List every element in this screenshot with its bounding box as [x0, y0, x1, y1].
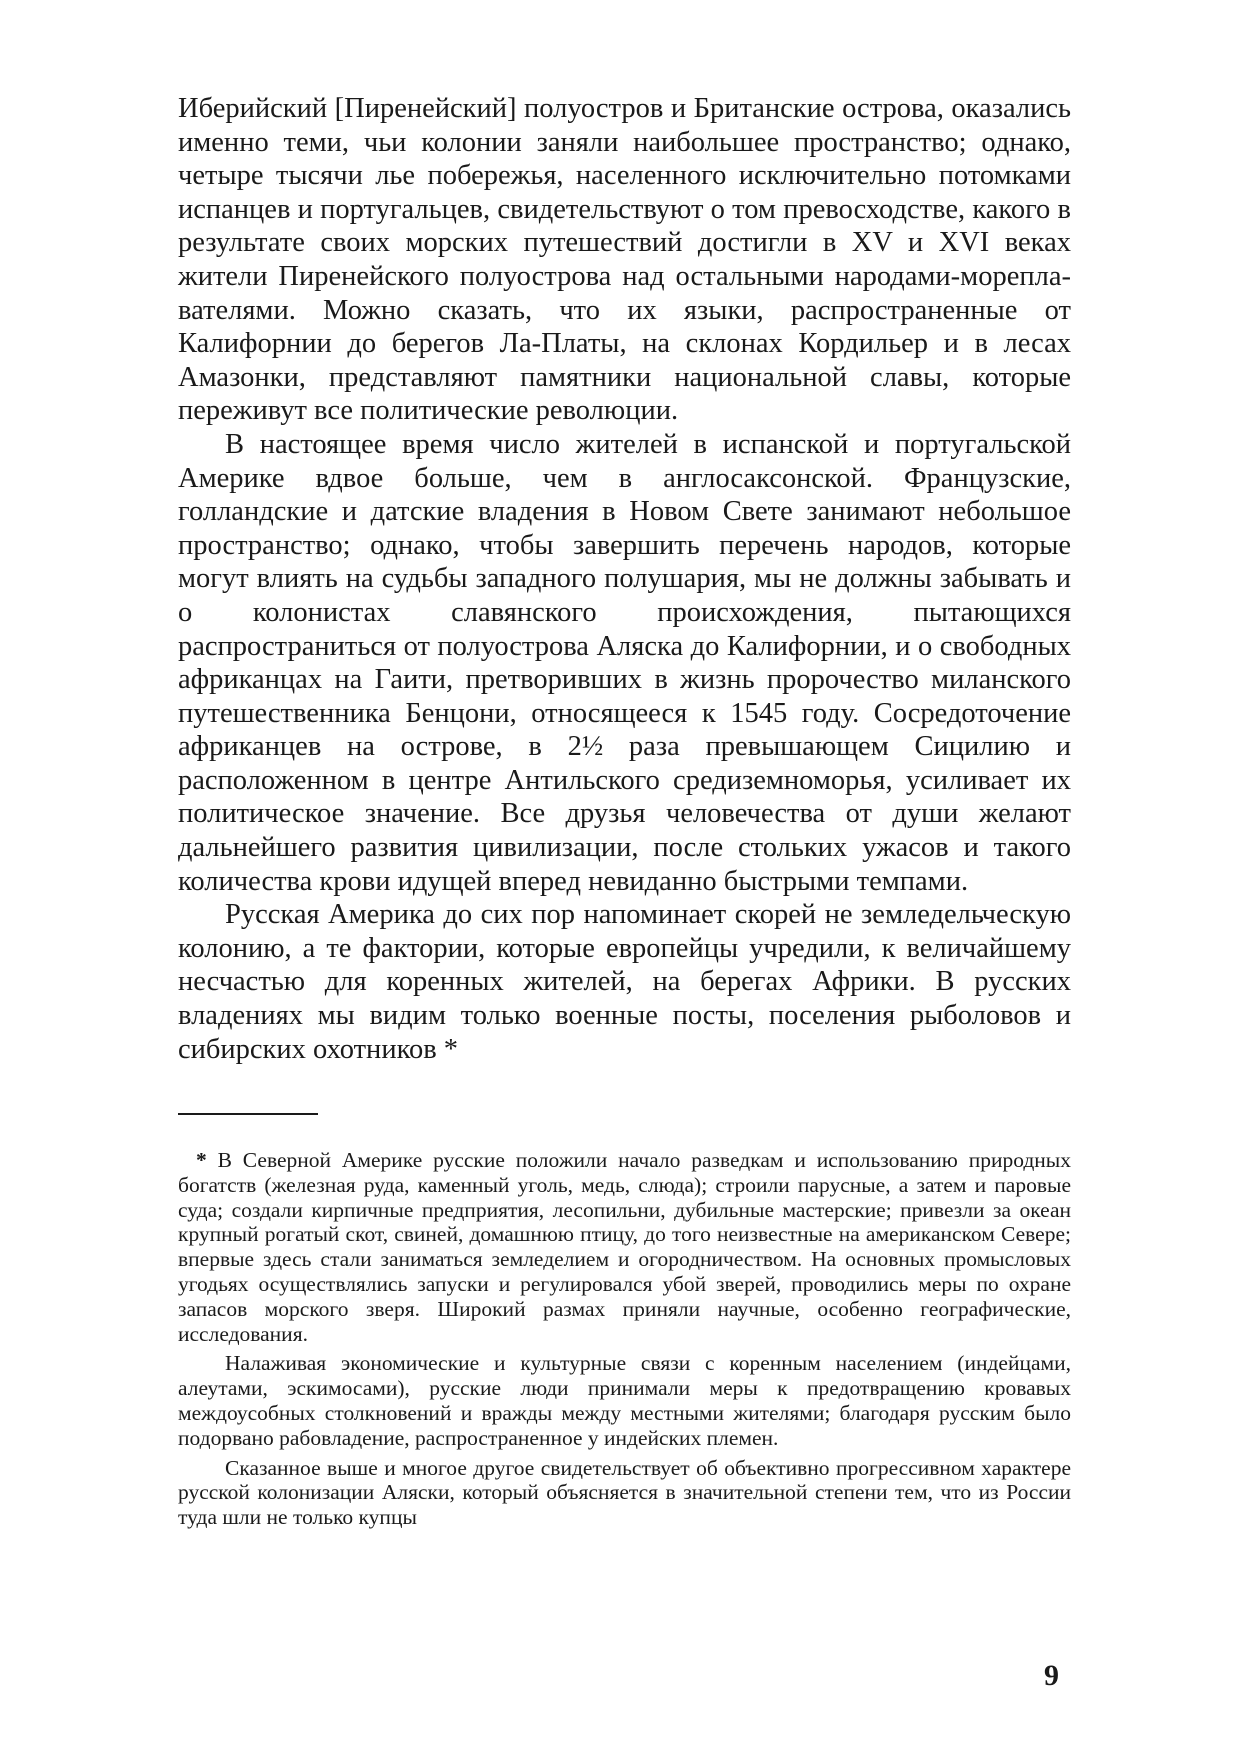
paragraph-3: Русская Америка до сих пор напоминает скорей не земледельческую колонию, а те фактории, которые европейцы учредили, к величайшему несчастью для коренных жителей, на берегах Африки. В русских владениях мы видим только военные посты, поселения рыболовов и сибирских охотников * [178, 899, 1071, 1065]
main-text [178, 92, 1071, 1066]
footnote-paragraph-1 [178, 1148, 1071, 1346]
page-number: 9 [1044, 1659, 1059, 1692]
footnote-separator [178, 1113, 318, 1115]
paragraph-2: В настоящее время число жителей в испанской и португальской Америке вдвое больше, чем в англосаксонской. Французские, голландские и датские владения в Новом Свете занимают небольшое пространство; однако, чтобы завершить перечень народов, которые могут влиять на судьбы западного полушария, мы не должны забывать и о колонистах славянского происхождения, пытающихся распространиться от полуострова Аляска до Калифорнии, и о свободных африканцах на Гаити, претворивших в жизнь пророчество миланского путешественника Бенцони, относящееся к 1545 году. Сосредоточение африканцев на острове, в 2½ раза превышающем Сицилию и расположенном в центре Антильского средиземноморья, усиливает их политическое значение. Все друзья человечества от души желают дальнейшего развития цивилизации, после стольких ужасов и такого количества крови идущей вперед невиданно быстрыми темпами. [178, 428, 1071, 897]
footnotes [178, 1148, 1071, 1535]
footnote-marker: * [196, 1148, 207, 1172]
paragraph-1: Иберийский [Пиренейский] полуостров и Британские острова, оказались именно теми, чьи колонии заняли наибольшее пространство; однако, четыре тысячи лье побережья, населенного исключительно потомками испанцев и португальцев, свидетельствуют о том превосходстве, какого в результате своих морских путешествий достигли в XV и XVI веках жители Пиренейского полуострова над остальными народами-мореплавателями. Можно сказать, что их языки, распространенные от Калифорнии до берегов Ла-Платы, на склонах Кордильер и в лесах Амазонки, представляют памятники национальной славы, которые переживут все политические революции. [178, 93, 1071, 427]
footnote-paragraph-3: Сказанное выше и многое другое свидетельствует об объективно прогрессивном характере русской колонизации Аляски, который объясняется в значительной степени тем, что из России туда шли не только купцы [178, 1455, 1071, 1530]
footnote-paragraph-2: Налаживая экономические и культурные связи с коренным населением (индейцами, алеутами, эскимосами), русские люди принимали меры к предотвращению кровавых междоусобных столкновений и вражды между местными жителями; благодаря русским было подорвано рабовладение, распространенное у индейских племен. [178, 1351, 1071, 1450]
footnote-text-1: В Северной Америке русские положили начало разведкам и использованию природных богатств (железная руда, каменный уголь, медь, слюда); строили парусные, а затем и паровые суда; создали кирпичные предприятия, лесопильни, дубильные мастерские; привезли за океан крупный рогатый скот, свиней, домашнюю птицу, до того неизвестные на американском Севере; впервые здесь стали заниматься земледелием и огородничеством. На основных промысловых угодьях осуществлялись запуски и регулировался убой зверей, проводились меры по охране запасов морского зверя. Широкий размах приняли научные, особенно географические, исследования. [178, 1148, 1071, 1346]
